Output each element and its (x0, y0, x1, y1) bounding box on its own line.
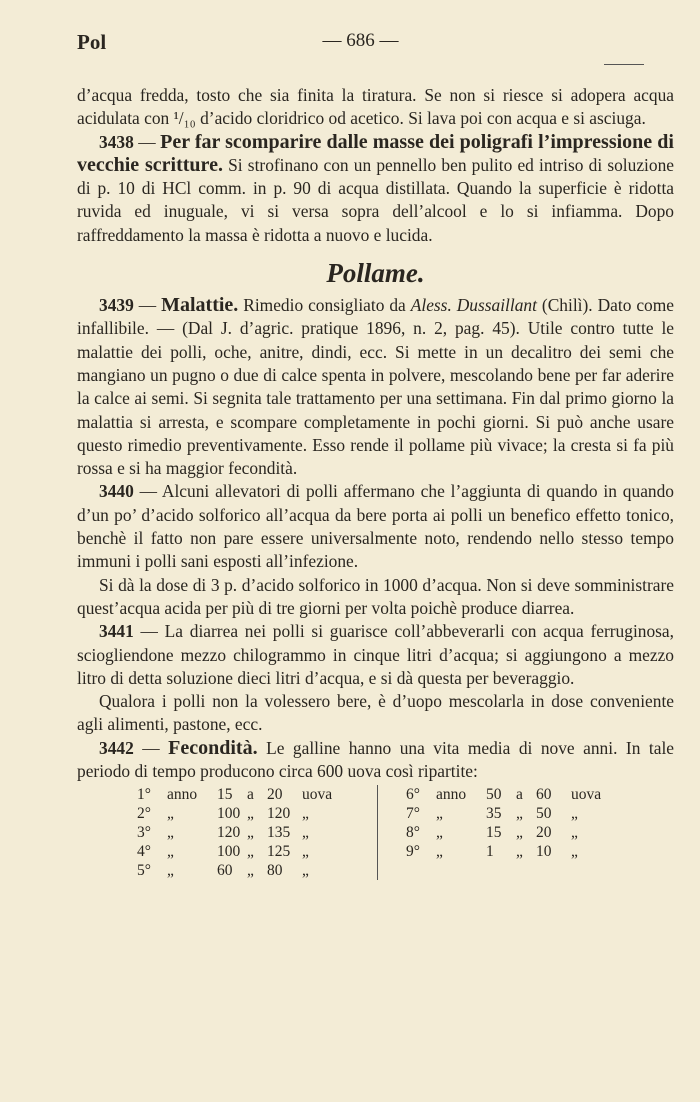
egg-production-table (77, 785, 674, 880)
table-cell-label: „ (167, 824, 174, 842)
entry-number: 3439 (99, 295, 134, 316)
table-cell-sep: „ (247, 862, 254, 880)
table-cell-b: 60 (536, 786, 552, 804)
table-cell-year: 9° (406, 843, 420, 861)
table-cell-b: 50 (536, 805, 552, 823)
entry-number: 3441 (99, 621, 134, 642)
table-cell-a: 100 (217, 843, 241, 861)
table-cell-b: 80 (267, 862, 283, 880)
entry-3441-para2: Qualora i polli non la volessero bere, è d’uopo mescolarla in dose conveniente agli alimenti, pastone, ecc. (77, 691, 674, 735)
table-cell-b: 120 (267, 805, 291, 823)
table-cell-year: 3° (137, 824, 151, 842)
entry-3442 (77, 737, 674, 784)
table-cell-a: 15 (217, 786, 233, 804)
table-cell-year: 1° (137, 786, 151, 804)
table-cell-sep: „ (516, 824, 523, 842)
entry-heading: Fecondità. (168, 736, 258, 759)
table-cell-unit: „ (571, 805, 578, 823)
table-cell-b: 125 (267, 843, 291, 861)
entry-3441 (77, 620, 674, 690)
entry-dash: — (133, 131, 161, 152)
table-cell-sep: a (247, 786, 254, 804)
page-header (77, 30, 644, 58)
entry-text: — La diarrea nei polli si guarisce coll’abbeverarli con acqua ferruginosa, sciogliendone mezzo chilogrammo in cinque litri d’acqua; si aggiungono a mezzo litro di detta soluzione dieci litri d’acqua, e si dà questa per beveraggio. (77, 621, 674, 688)
table-cell-unit: „ (571, 824, 578, 842)
table-cell-unit: „ (571, 843, 578, 861)
table-cell-a: 50 (486, 786, 502, 804)
entry-number: 3440 (99, 481, 134, 502)
table-cell-year: 2° (137, 805, 151, 823)
entry-number: 3438 (99, 131, 134, 152)
table-cell-year: 7° (406, 805, 420, 823)
table-cell-b: 10 (536, 843, 552, 861)
table-cell-unit: „ (302, 862, 309, 880)
page-body (77, 84, 674, 880)
header-rule (604, 64, 644, 65)
table-cell-b: 20 (267, 786, 283, 804)
table-cell-a: 1 (486, 843, 494, 861)
table-cell-b: 135 (267, 824, 291, 842)
table-cell-sep: „ (247, 843, 254, 861)
table-cell-label: „ (436, 824, 443, 842)
table-cell-year: 5° (137, 862, 151, 880)
table-cell-a: 120 (217, 824, 241, 842)
entry-text: (Chilì). Dato come infallibile. — (Dal J. d’agric. pratique 1896, n. 2, pag. 45). Utile contro tutte le malattie dei polli, oche, anitre, dindi, ecc. Si mette in un decalitro dei semi che mangiano un pugno o due di calce spenta in polvere, mescolando bene per far aderire la calce ai semi. Si segnita tale trattamento per una settimana. Fin dal primo giorno la malattia si arresta, e scompare completamente in pochi giorni. Si può anche usare questo rimedio preventivamente. Esso rende il pollame più vivace; la cresta si fa più rossa e si ha maggior fecondità. (77, 295, 674, 479)
table-cell-unit: uova (302, 786, 333, 804)
table-cell-label: „ (167, 843, 174, 861)
author-name: Aless. Dussaillant (410, 295, 537, 316)
page-number: — 686 — (322, 30, 399, 51)
table-cell-year: 8° (406, 824, 420, 842)
table-row (137, 804, 369, 823)
table-cell-a: 35 (486, 805, 502, 823)
table-cell-unit: uova (571, 786, 602, 804)
table-row (406, 823, 638, 842)
table-cell-sep: „ (247, 805, 254, 823)
entry-3438 (77, 131, 674, 247)
table-cell-sep: „ (516, 843, 523, 861)
table-row (137, 823, 369, 842)
table-cell-sep: a (516, 786, 523, 804)
table-cell-label: anno (436, 786, 467, 804)
entry-3440 (77, 480, 674, 573)
entry-3440-para2: Si dà la dose di 3 p. d’acido solforico in 1000 d’acqua. Non si deve somministrare quest’acqua acida per più di tre giorni per volta poichè produce diarrea. (77, 574, 674, 618)
table-cell-year: 4° (137, 843, 151, 861)
table-row (406, 804, 638, 823)
table-cell-a: 15 (486, 824, 502, 842)
table-cell-b: 20 (536, 824, 552, 842)
table-row (406, 785, 638, 804)
entry-text: Rimedio consigliato da (238, 295, 411, 316)
table-cell-unit: „ (302, 843, 309, 861)
entry-dash: — (133, 295, 162, 316)
table-cell-unit: „ (302, 805, 309, 823)
table-row (137, 842, 369, 861)
entry-heading: Malattie. (161, 294, 239, 317)
table-cell-sep: „ (247, 824, 254, 842)
entry-text: Le galline hanno una vita media di nove anni. In tale periodo di tempo producono circa 600 uova così ripartite: (77, 737, 674, 782)
section-title: Pollame. (326, 258, 425, 289)
table-cell-a: 60 (217, 862, 233, 880)
running-head: Pol (77, 30, 107, 54)
table-cell-a: 100 (217, 805, 241, 823)
entry-text: Si strofinano con un pennello ben pulito ed intriso di soluzione di p. 10 di HCl comm. in p. 90 di acqua distillata. Quando la superficie è ridotta ruvida ed inuguale, vi si versa sopra dell’alcool e lo si infiamma. Dopo raffreddamento la massa è ridotta a nuovo e lucida. (77, 154, 674, 245)
table-cell-label: „ (167, 805, 174, 823)
entry-text: — Alcuni allevatori di polli affermano che l’aggiunta di quando in quando d’un po’ d’acido solforico all’acqua da bere porta ai polli un benefico effetto tonico, benchè il fatto non pare essere universalmente noto, rendendo nello stesso tempo immuni i polli sani esposti all’infezione. (77, 481, 674, 572)
table-cell-label: „ (436, 843, 443, 861)
table-cell-label: anno (167, 786, 198, 804)
entry-heading: Per far scomparire dalle masse dei poligrafi l’impressione di vecchie scritture. (77, 130, 674, 176)
table-column-right (377, 785, 638, 880)
entry-dash: — (133, 737, 169, 758)
table-cell-year: 6° (406, 786, 420, 804)
paragraph-continued: d’acqua fredda, tosto che sia finita la tiratura. Se non si riesce si adopera acqua acidulata con ¹/₁₀ d’acido cloridrico od acetico. Si lava poi con acqua e si asciuga. (77, 85, 674, 129)
table-cell-unit: „ (302, 824, 309, 842)
entry-3439 (77, 294, 674, 480)
table-column-left (77, 785, 369, 880)
table-cell-label: „ (436, 805, 443, 823)
table-row (137, 785, 369, 804)
table-cell-label: „ (167, 862, 174, 880)
table-row (137, 861, 369, 880)
table-row (406, 842, 638, 861)
table-cell-sep: „ (516, 805, 523, 823)
entry-number: 3442 (99, 737, 134, 758)
